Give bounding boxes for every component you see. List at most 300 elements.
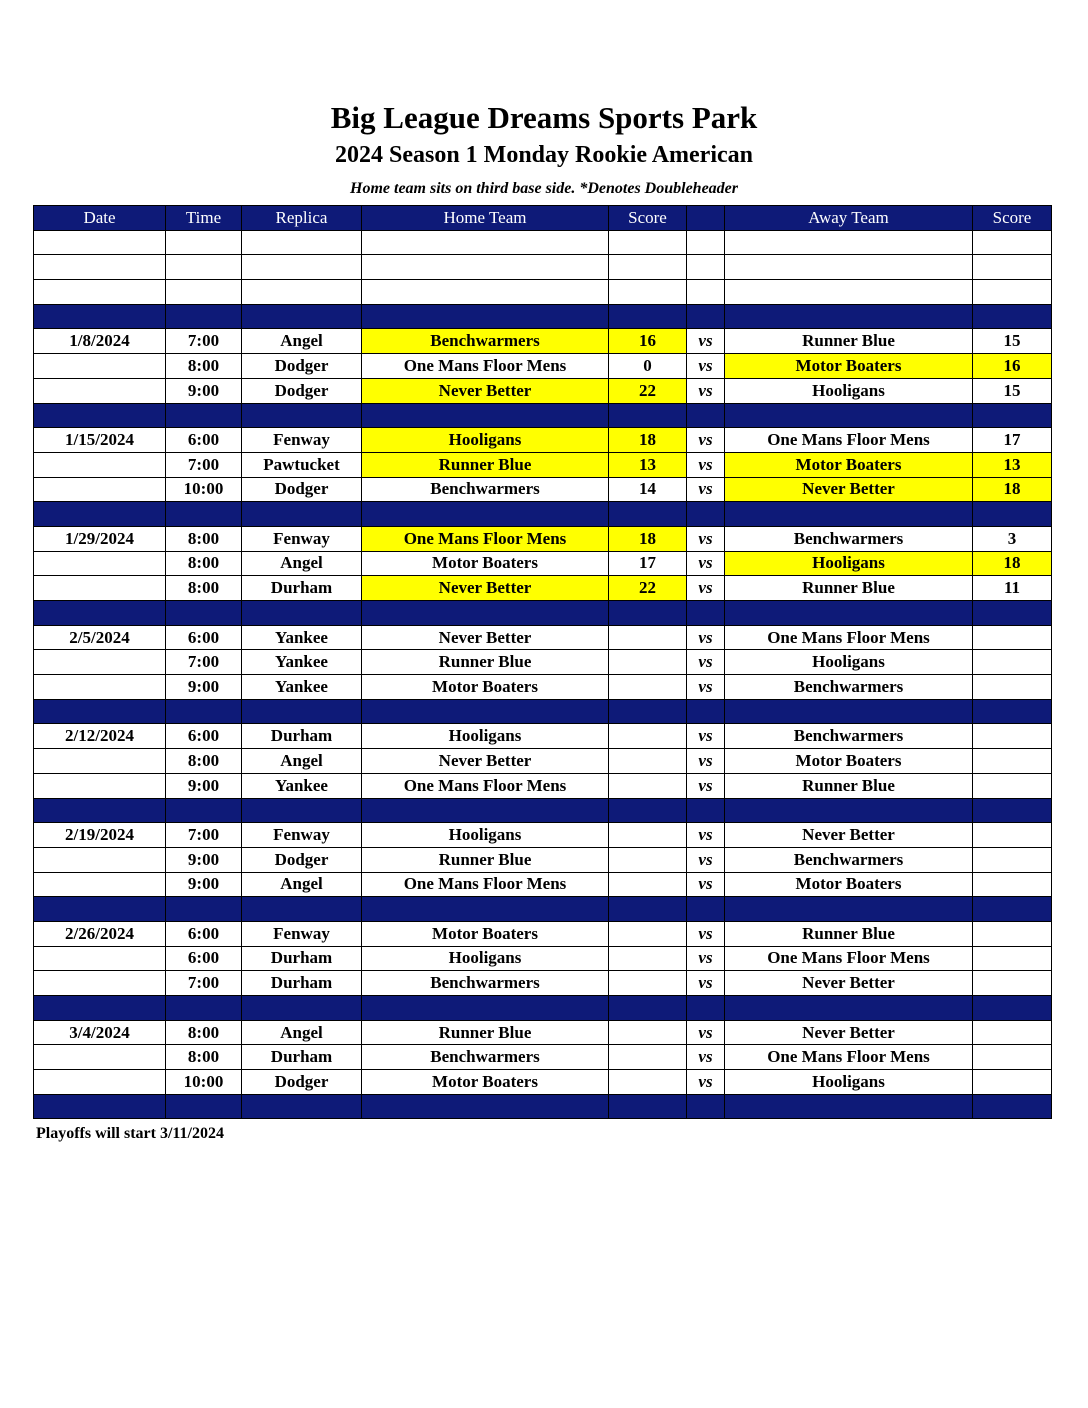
date-cell [34, 1045, 166, 1070]
replica-cell: Angel [242, 329, 362, 354]
date-cell [34, 551, 166, 576]
home-score-cell [609, 798, 687, 823]
home-score-cell [609, 625, 687, 650]
date-cell [34, 502, 166, 527]
date-cell: 2/19/2024 [34, 823, 166, 848]
replica-cell: Durham [242, 724, 362, 749]
replica-cell [242, 502, 362, 527]
home-team-cell: Motor Boaters [362, 551, 609, 576]
week-separator-row [34, 304, 1052, 329]
home-score-cell [609, 1045, 687, 1070]
time-cell: 8:00 [166, 1020, 242, 1045]
away-team-cell [725, 1094, 973, 1119]
time-cell [166, 996, 242, 1021]
away-team-cell: Benchwarmers [725, 675, 973, 700]
time-cell: 9:00 [166, 675, 242, 700]
home-team-cell [362, 897, 609, 922]
time-cell: 8:00 [166, 576, 242, 601]
home-team-cell [362, 601, 609, 626]
game-row [34, 847, 1052, 872]
vs-cell [687, 798, 725, 823]
replica-cell [242, 230, 362, 255]
week-separator-row [34, 897, 1052, 922]
game-row [34, 551, 1052, 576]
replica-cell: Durham [242, 576, 362, 601]
home-team-cell: Runner Blue [362, 650, 609, 675]
away-team-cell: Benchwarmers [725, 847, 973, 872]
home-team-cell: Hooligans [362, 428, 609, 453]
away-team-cell [725, 996, 973, 1021]
game-row [34, 946, 1052, 971]
game-row [34, 378, 1052, 403]
away-score-cell [973, 897, 1052, 922]
game-row [34, 576, 1052, 601]
time-cell [166, 897, 242, 922]
home-score-cell [609, 699, 687, 724]
schedule-table [33, 205, 1052, 1119]
game-row [34, 872, 1052, 897]
home-score-cell [609, 1070, 687, 1095]
header-away-score: Score [973, 206, 1052, 231]
replica-cell: Dodger [242, 477, 362, 502]
vs-cell: vs [687, 823, 725, 848]
away-team-cell: Motor Boaters [725, 749, 973, 774]
time-cell: 9:00 [166, 773, 242, 798]
away-team-cell: Hooligans [725, 378, 973, 403]
away-team-cell: Never Better [725, 477, 973, 502]
home-score-cell [609, 773, 687, 798]
home-score-cell: 18 [609, 526, 687, 551]
game-row [34, 749, 1052, 774]
blank-row [34, 255, 1052, 280]
replica-cell: Fenway [242, 823, 362, 848]
replica-cell [242, 798, 362, 823]
away-team-cell [725, 798, 973, 823]
away-team-cell [725, 403, 973, 428]
date-cell [34, 1070, 166, 1095]
vs-cell [687, 897, 725, 922]
away-score-cell: 17 [973, 428, 1052, 453]
header-replica: Replica [242, 206, 362, 231]
game-row [34, 354, 1052, 379]
home-team-cell [362, 1094, 609, 1119]
time-cell: 7:00 [166, 650, 242, 675]
vs-cell: vs [687, 526, 725, 551]
away-team-cell [725, 699, 973, 724]
away-score-cell: 13 [973, 452, 1052, 477]
home-score-cell: 22 [609, 576, 687, 601]
vs-cell: vs [687, 773, 725, 798]
date-cell [34, 699, 166, 724]
home-team-cell: Never Better [362, 576, 609, 601]
home-score-cell [609, 255, 687, 280]
home-score-cell [609, 403, 687, 428]
replica-cell: Durham [242, 946, 362, 971]
away-team-cell: Never Better [725, 823, 973, 848]
away-team-cell: Runner Blue [725, 773, 973, 798]
home-team-cell [362, 798, 609, 823]
home-score-cell: 22 [609, 378, 687, 403]
date-cell [34, 601, 166, 626]
away-team-cell: One Mans Floor Mens [725, 946, 973, 971]
vs-cell: vs [687, 650, 725, 675]
away-score-cell: 3 [973, 526, 1052, 551]
header-home-score: Score [609, 206, 687, 231]
time-cell: 8:00 [166, 526, 242, 551]
home-score-cell [609, 823, 687, 848]
away-score-cell: 18 [973, 477, 1052, 502]
away-score-cell: 15 [973, 329, 1052, 354]
home-score-cell: 16 [609, 329, 687, 354]
away-team-cell: Motor Boaters [725, 452, 973, 477]
away-score-cell [973, 921, 1052, 946]
replica-cell: Angel [242, 749, 362, 774]
date-cell [34, 798, 166, 823]
time-cell [166, 1094, 242, 1119]
replica-cell: Yankee [242, 625, 362, 650]
home-score-cell [609, 1020, 687, 1045]
time-cell: 8:00 [166, 354, 242, 379]
home-team-cell: Benchwarmers [362, 329, 609, 354]
vs-cell: vs [687, 872, 725, 897]
date-cell [34, 996, 166, 1021]
home-team-cell: Motor Boaters [362, 1070, 609, 1095]
home-team-cell [362, 403, 609, 428]
time-cell [166, 798, 242, 823]
home-team-cell: Runner Blue [362, 452, 609, 477]
date-cell [34, 675, 166, 700]
game-row [34, 477, 1052, 502]
away-team-cell: Benchwarmers [725, 724, 973, 749]
replica-cell: Angel [242, 551, 362, 576]
home-score-cell [609, 921, 687, 946]
vs-cell [687, 502, 725, 527]
away-team-cell: Runner Blue [725, 921, 973, 946]
game-row [34, 452, 1052, 477]
vs-cell: vs [687, 675, 725, 700]
replica-cell [242, 280, 362, 305]
time-cell [166, 699, 242, 724]
home-team-cell: One Mans Floor Mens [362, 872, 609, 897]
vs-cell: vs [687, 921, 725, 946]
home-score-cell [609, 872, 687, 897]
away-score-cell [973, 304, 1052, 329]
replica-cell: Angel [242, 1020, 362, 1045]
blank-row [34, 280, 1052, 305]
home-team-cell [362, 230, 609, 255]
vs-cell [687, 996, 725, 1021]
replica-cell [242, 304, 362, 329]
home-score-cell [609, 971, 687, 996]
home-team-cell [362, 255, 609, 280]
game-row [34, 823, 1052, 848]
home-score-cell [609, 897, 687, 922]
replica-cell [242, 403, 362, 428]
time-cell [166, 403, 242, 428]
time-cell: 7:00 [166, 823, 242, 848]
away-score-cell [973, 872, 1052, 897]
vs-cell: vs [687, 477, 725, 502]
replica-cell: Dodger [242, 847, 362, 872]
date-cell [34, 847, 166, 872]
home-team-cell [362, 996, 609, 1021]
game-row [34, 971, 1052, 996]
date-cell [34, 255, 166, 280]
date-cell [34, 971, 166, 996]
away-team-cell [725, 280, 973, 305]
vs-cell: vs [687, 971, 725, 996]
date-cell [34, 403, 166, 428]
away-team-cell: One Mans Floor Mens [725, 625, 973, 650]
playoffs-note: Playoffs will start 3/11/2024 [36, 1125, 224, 1142]
time-cell [166, 304, 242, 329]
date-cell [34, 897, 166, 922]
home-score-cell [609, 675, 687, 700]
week-separator-row [34, 403, 1052, 428]
away-score-cell: 15 [973, 378, 1052, 403]
away-score-cell [973, 971, 1052, 996]
vs-cell: vs [687, 946, 725, 971]
vs-cell [687, 230, 725, 255]
away-score-cell [973, 699, 1052, 724]
replica-cell: Fenway [242, 526, 362, 551]
home-score-cell [609, 650, 687, 675]
game-row [34, 428, 1052, 453]
game-row [34, 650, 1052, 675]
vs-cell: vs [687, 551, 725, 576]
date-cell [34, 773, 166, 798]
away-score-cell [973, 675, 1052, 700]
home-score-cell [609, 847, 687, 872]
vs-cell: vs [687, 724, 725, 749]
replica-cell [242, 699, 362, 724]
vs-cell: vs [687, 625, 725, 650]
time-cell [166, 255, 242, 280]
date-cell [34, 946, 166, 971]
home-team-cell: Runner Blue [362, 1020, 609, 1045]
replica-cell [242, 255, 362, 280]
away-team-cell: Hooligans [725, 1070, 973, 1095]
home-team-cell [362, 280, 609, 305]
game-row [34, 921, 1052, 946]
away-team-cell [725, 255, 973, 280]
away-score-cell: 18 [973, 551, 1052, 576]
header-home-team: Home Team [362, 206, 609, 231]
home-team-cell: One Mans Floor Mens [362, 354, 609, 379]
away-team-cell [725, 304, 973, 329]
date-cell [34, 1094, 166, 1119]
time-cell [166, 280, 242, 305]
date-cell: 1/8/2024 [34, 329, 166, 354]
header-vs [687, 206, 725, 231]
replica-cell [242, 996, 362, 1021]
home-score-cell: 13 [609, 452, 687, 477]
away-score-cell [973, 1045, 1052, 1070]
date-cell [34, 452, 166, 477]
vs-cell: vs [687, 847, 725, 872]
replica-cell [242, 897, 362, 922]
away-team-cell: Never Better [725, 1020, 973, 1045]
vs-cell [687, 255, 725, 280]
game-row [34, 625, 1052, 650]
away-score-cell [973, 230, 1052, 255]
header-row [34, 206, 1052, 231]
week-separator-row [34, 996, 1052, 1021]
time-cell: 8:00 [166, 749, 242, 774]
home-team-cell: Never Better [362, 378, 609, 403]
home-team-cell: Motor Boaters [362, 675, 609, 700]
vs-cell [687, 699, 725, 724]
time-cell [166, 230, 242, 255]
away-team-cell: Runner Blue [725, 576, 973, 601]
away-score-cell: 11 [973, 576, 1052, 601]
replica-cell: Fenway [242, 428, 362, 453]
time-cell: 8:00 [166, 551, 242, 576]
away-score-cell [973, 625, 1052, 650]
time-cell [166, 502, 242, 527]
header-time: Time [166, 206, 242, 231]
time-cell: 9:00 [166, 847, 242, 872]
home-team-cell [362, 699, 609, 724]
week-separator-row [34, 502, 1052, 527]
vs-cell: vs [687, 576, 725, 601]
home-team-cell: Benchwarmers [362, 1045, 609, 1070]
vs-cell [687, 1094, 725, 1119]
date-cell: 3/4/2024 [34, 1020, 166, 1045]
away-team-cell: Hooligans [725, 551, 973, 576]
date-cell [34, 477, 166, 502]
away-score-cell [973, 749, 1052, 774]
away-team-cell [725, 897, 973, 922]
away-score-cell [973, 823, 1052, 848]
home-score-cell: 18 [609, 428, 687, 453]
home-score-cell [609, 304, 687, 329]
time-cell: 10:00 [166, 477, 242, 502]
vs-cell: vs [687, 452, 725, 477]
home-team-cell: One Mans Floor Mens [362, 526, 609, 551]
away-team-cell [725, 230, 973, 255]
date-cell: 2/26/2024 [34, 921, 166, 946]
away-score-cell [973, 798, 1052, 823]
game-row [34, 329, 1052, 354]
date-cell [34, 280, 166, 305]
time-cell: 10:00 [166, 1070, 242, 1095]
page-title: Big League Dreams Sports Park [330, 100, 758, 135]
away-score-cell [973, 996, 1052, 1021]
home-team-cell: One Mans Floor Mens [362, 773, 609, 798]
away-team-cell [725, 601, 973, 626]
replica-cell: Dodger [242, 1070, 362, 1095]
page-subtitle: 2024 Season 1 Monday Rookie American [334, 142, 753, 168]
away-team-cell: Benchwarmers [725, 526, 973, 551]
game-row [34, 526, 1052, 551]
vs-cell: vs [687, 1070, 725, 1095]
home-team-cell: Never Better [362, 625, 609, 650]
home-score-cell: 14 [609, 477, 687, 502]
date-cell: 1/29/2024 [34, 526, 166, 551]
vs-cell [687, 601, 725, 626]
away-team-cell: One Mans Floor Mens [725, 428, 973, 453]
replica-cell: Durham [242, 971, 362, 996]
date-cell: 2/5/2024 [34, 625, 166, 650]
time-cell: 7:00 [166, 329, 242, 354]
replica-cell: Yankee [242, 773, 362, 798]
week-separator-row [34, 1094, 1052, 1119]
week-separator-row [34, 798, 1052, 823]
time-cell: 7:00 [166, 971, 242, 996]
replica-cell: Dodger [242, 354, 362, 379]
away-score-cell [973, 1070, 1052, 1095]
replica-cell: Dodger [242, 378, 362, 403]
home-score-cell [609, 280, 687, 305]
week-separator-row [34, 601, 1052, 626]
away-score-cell [973, 773, 1052, 798]
home-score-cell [609, 601, 687, 626]
home-score-cell [609, 724, 687, 749]
date-cell [34, 749, 166, 774]
time-cell: 9:00 [166, 378, 242, 403]
replica-cell [242, 1094, 362, 1119]
home-score-cell [609, 1094, 687, 1119]
home-score-cell: 17 [609, 551, 687, 576]
home-team-cell: Never Better [362, 749, 609, 774]
date-cell [34, 230, 166, 255]
replica-cell: Yankee [242, 675, 362, 700]
home-score-cell [609, 230, 687, 255]
away-team-cell: Hooligans [725, 650, 973, 675]
blank-row [34, 230, 1052, 255]
date-cell [34, 650, 166, 675]
game-row [34, 724, 1052, 749]
time-cell: 8:00 [166, 1045, 242, 1070]
date-cell [34, 378, 166, 403]
home-team-cell: Runner Blue [362, 847, 609, 872]
time-cell: 6:00 [166, 921, 242, 946]
home-team-cell: Hooligans [362, 823, 609, 848]
away-score-cell: 16 [973, 354, 1052, 379]
header-date: Date [34, 206, 166, 231]
away-score-cell [973, 946, 1052, 971]
away-score-cell [973, 724, 1052, 749]
replica-cell [242, 601, 362, 626]
home-team-cell [362, 502, 609, 527]
home-score-cell [609, 749, 687, 774]
away-score-cell [973, 255, 1052, 280]
date-cell [34, 304, 166, 329]
schedule-note: Home team sits on third base side. *Denotes Doubleheader [350, 180, 738, 197]
date-cell: 2/12/2024 [34, 724, 166, 749]
vs-cell [687, 403, 725, 428]
vs-cell [687, 304, 725, 329]
home-score-cell: 0 [609, 354, 687, 379]
home-team-cell: Benchwarmers [362, 477, 609, 502]
vs-cell: vs [687, 749, 725, 774]
replica-cell: Angel [242, 872, 362, 897]
away-team-cell: Motor Boaters [725, 872, 973, 897]
game-row [34, 1020, 1052, 1045]
away-score-cell [973, 847, 1052, 872]
replica-cell: Durham [242, 1045, 362, 1070]
away-score-cell [973, 601, 1052, 626]
time-cell: 6:00 [166, 625, 242, 650]
replica-cell: Yankee [242, 650, 362, 675]
week-separator-row [34, 699, 1052, 724]
time-cell: 6:00 [166, 724, 242, 749]
home-team-cell: Motor Boaters [362, 921, 609, 946]
home-team-cell [362, 304, 609, 329]
game-row [34, 675, 1052, 700]
time-cell: 6:00 [166, 946, 242, 971]
